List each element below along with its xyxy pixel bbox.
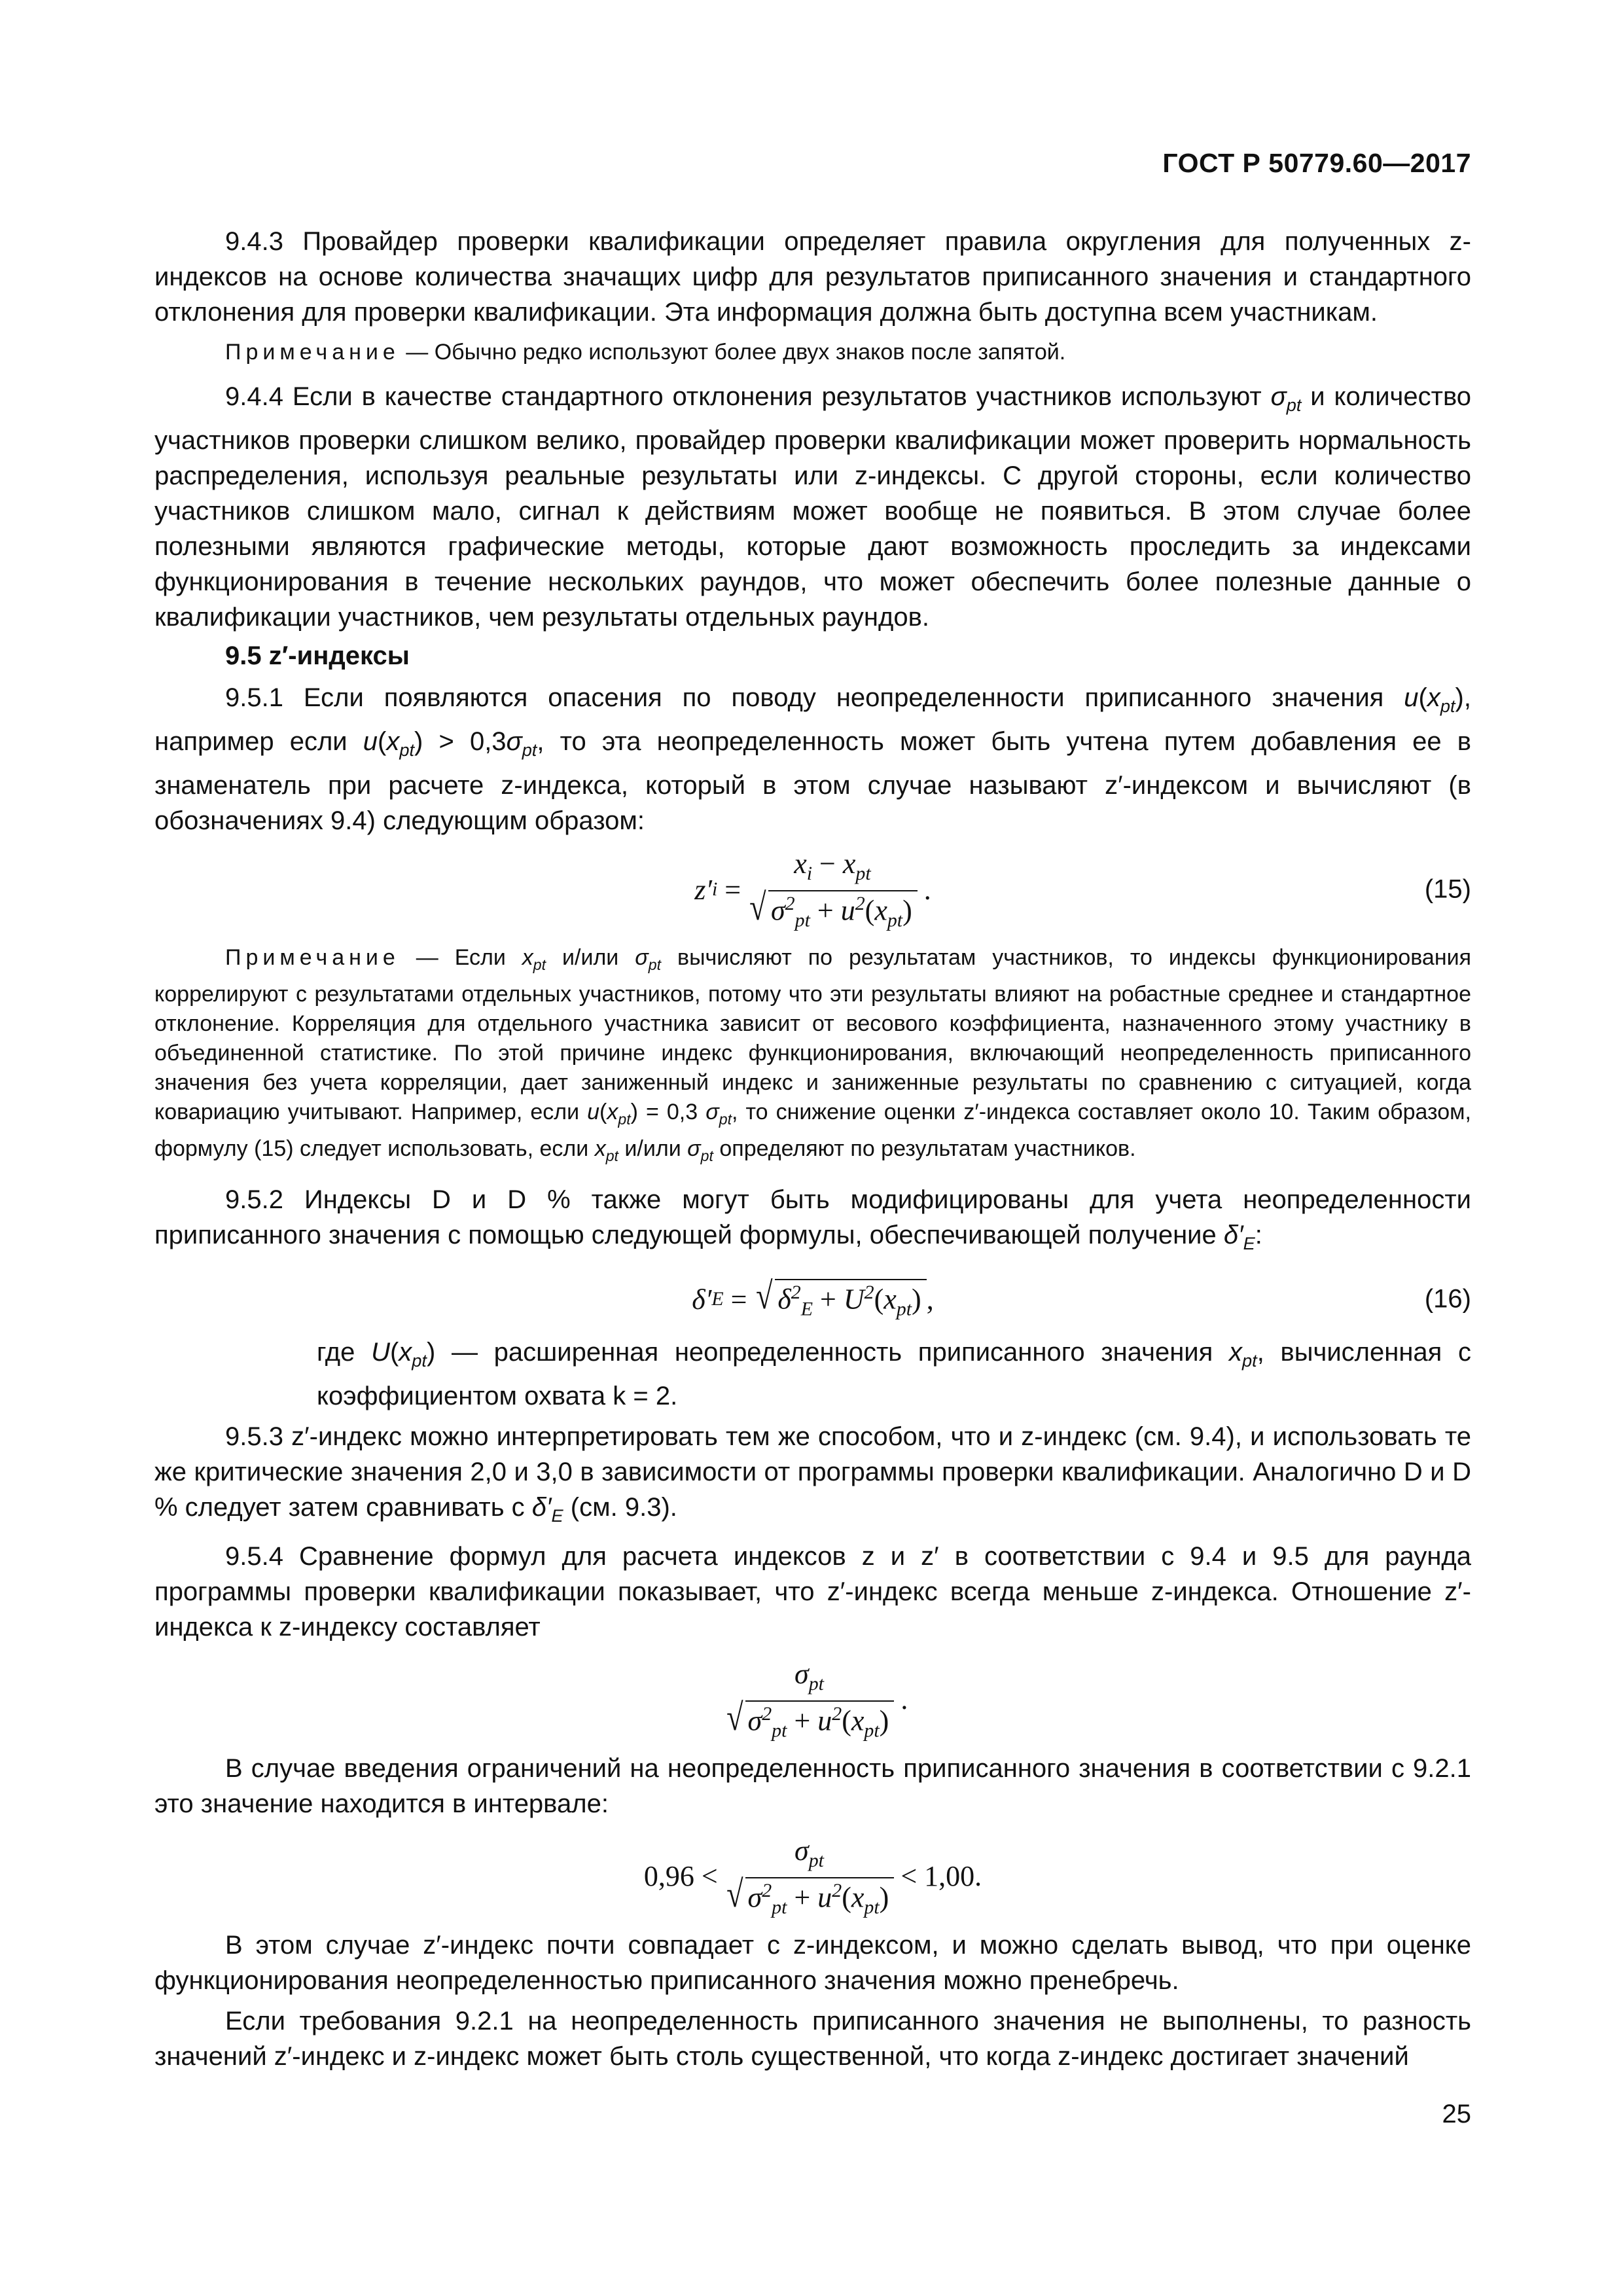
text-run: = 0,3 [637, 1099, 706, 1124]
where-clause: где $U(x_{pt})$ — расширенная неопределенность приписанного значения $x_{pt}$, вычисленная с коэффициентом охвата k = 2. [317, 1338, 1472, 1411]
text-run: > 0,3 [423, 727, 507, 756]
text-run: и количество участников проверки слишком велико, провайдер проверки квалификации может проверить нормальность распределения, используя реальные результаты или z-индексы. С другой стороны, если количество участников слишком мало, сигнал к действиям может вообще не появиться. В этом случае более полезными являются графические методы, которые дают возможность проследить за индексами функционирования в течение нескольких раундов, что может обеспечить более полезные данные о квалификации участников, чем результаты отдельных раундов. [154, 382, 1471, 632]
text-run: 9.5.2 Индексы D и D % также могут быть модифицированы для учета неопределенности приписанного значения с помощью следующей формулы, обеспечивающей получение [154, 1185, 1471, 1250]
interval-lower: 0,96 < [643, 1859, 718, 1892]
formula-interval [154, 1827, 1471, 1925]
text-run: 9.5.3 z′-индекс можно интерпретировать тем же способом, что и z-индекс (см. 9.4), и использовать те же критические значения 2,0 и 3,0 в зависимости от программы проверки квалификации. Аналогично D и D % следует затем сравнивать с [154, 1422, 1471, 1522]
paragraph-9-4-4: 9.4.4 Если в качестве стандартного отклонения результатов участников используют $\sigma_{pt}$ и количество участников проверки слишком велико, провайдер проверки квалификации может проверить нормальность распределения, используя реальные результаты или z-индексы. С другой стороны, если количество участников слишком мало, сигнал к действиям может вообще не появиться. В этом случае более полезными являются графические методы, которые дают возможность проследить за индексами функционирования в течение нескольких раундов, что может обеспечить более полезные данные о квалификации участников, чем результаты отдельных раундов. [154, 382, 1471, 632]
text-run: , то снижение оценки z′-индекса составляет около 10. Таким образом, формулу (15) следует использовать, если [154, 1099, 1471, 1161]
text-run: и/или [618, 1136, 688, 1161]
paragraph-9-5-4: 9.5.4 Сравнение формул для расчета индексов z и z′ в соответствии с 9.4 и 9.5 для раунда программы проверки квалификации показывает, что z′-индекс всегда меньше z-индекса. Отношение z′-индекса к z-индексу составляет [154, 1542, 1471, 1642]
paragraph-9-5-2: 9.5.2 Индексы D и D % также могут быть модифицированы для учета неопределенности приписанного значения с помощью следующей формулы, обеспечивающей получение $\delta'_E$: [154, 1185, 1471, 1254]
page-content [154, 224, 1471, 2079]
text-run: и/или [546, 945, 635, 970]
paragraph-conclusion: В этом случае z′-индекс почти совпадает с z-индексом, и можно сделать вывод, что при оценке функционирования неопределенностью приписанного значения можно пренебречь. [154, 1931, 1471, 1996]
note-correlation: Примечание — Если $x_{pt}$ и/или $\sigma_{pt}$ вычисляют по результатам участников, то индексы функционирования коррелируют с результатами отдельных участников, потому что эти результаты влияют на робастные среднее и стандартное отклонение. Корреляция для отдельного участника зависит от весового коэффициента, назначенного этому участнику в объединенной статистике. По этой причине индекс функционирования, включающий неопределенность приписанного значения без учета корреляции, дает заниженный индекс и заниженные результаты по сравнению с ситуацией, когда ковариацию учитывают. Например, если $u(x_{pt}) = 0,3$ $\sigma_{pt}$, то снижение оценки z′-индекса составляет около 10. Таким образом, формулу (15) следует использовать, если $x_{pt}$ и/или $\sigma_{pt}$ определяют по результатам участников. [154, 945, 1472, 1164]
text-run: — Если [399, 945, 522, 970]
paragraph-interval-intro: В случае введения ограничений на неопределенность приписанного значения в соответствии с 9.2.1 это значение находится в интервале: [154, 1754, 1471, 1819]
note-rounding [154, 338, 1471, 367]
text-run: , то эта неопределенность может быть учтена путем добавления ее в знаменатель при расчете z-индекса, который в этом случае называют z′-индексом и вычисляют (в обозначениях 9.4) следующим образом: [154, 727, 1472, 835]
equation-number: (15) [1424, 874, 1471, 904]
formula-delta-e-prime: δ′ E = √ $\delta^2_E + U^2(x_{pt})$ , [692, 1274, 934, 1320]
note-label: Примечание [225, 945, 400, 970]
text-run: где [317, 1338, 372, 1367]
text-run: , вычисленная с коэффициентом охвата k = 2. [317, 1338, 1472, 1411]
note-label: Примечание [225, 340, 400, 365]
page-number: 25 [1442, 2100, 1471, 2128]
text-run: определяют по результатам участников. [713, 1136, 1136, 1161]
text-run: 9.5.1 Если появляются опасения по поводу неопределенности приписанного значения [225, 683, 1404, 712]
text-run: вычисляют по результатам участников, то индексы функционирования коррелируют с результатами отдельных участников, потому что эти результаты влияют на робастные среднее и стандартное отклонение. Корреляция для отдельного участника зависит от весового коэффициента, назначенного этому участнику в объединенной статистике. По этой причине индекс функционирования, включающий неопределенность приписанного значения без учета корреляции, дает заниженный индекс и заниженные результаты по сравнению с ситуацией, когда ковариацию учитывают. Например, если [154, 945, 1472, 1124]
text-run: , например если [154, 683, 1471, 756]
formula-ratio [154, 1650, 1471, 1748]
note-text: — Обычно редко используют более двух знаков после запятой. [399, 340, 1066, 365]
text-run: — расширенная неопределенность приписанного значения [435, 1338, 1229, 1367]
standard-designation: ГОСТ Р 50779.60—2017 [1162, 148, 1471, 178]
section-heading-9-5: 9.5 z′-индексы [225, 641, 410, 670]
equation-number: (16) [1424, 1284, 1471, 1314]
paragraph-9-5-1: 9.5.1 Если появляются опасения по поводу неопределенности приписанного значения $u(x_{pt})$, например если $u(x_{pt}) > 0,3\sigma_{pt}$, то эта неопределенность может быть учтена путем добавления ее в знаменатель при расчете z-индекса, который в этом случае называют z′-индексом и вычисляют (в обозначениях 9.4) следующим образом: [154, 683, 1472, 835]
text-run: 9.4.4 Если в качестве стандартного отклонения результатов участников используют [225, 382, 1271, 411]
formula-interval-expression: 0,96 < $\sigma_{pt}$ √ $\sigma^2_{pt} + u^2(x_{pt})$ < 1,00. [643, 1834, 982, 1918]
formula-16 [154, 1266, 1471, 1332]
formula-15 [154, 844, 1471, 935]
formula-z-prime: z′ i = $x_i - x_{pt}$ √ $\sigma^2_{pt} + u^2(x_{pt})$ . [694, 848, 931, 931]
interval-upper: < 1,00. [901, 1859, 982, 1892]
paragraph-9-4-3: 9.4.3 Провайдер проверки квалификации определяет правила округления для полученных z-индексов на основе количества значащих цифр для результатов приписанного значения и стандартного отклонения для проверки квалификации. Эта информация должна быть доступна всем участникам. [154, 227, 1471, 327]
formula-ratio-expression: $\sigma_{pt}$ √ $\sigma^2_{pt} + u^2(x_{pt})$ . [726, 1657, 908, 1742]
paragraph-requirements: Если требования 9.2.1 на неопределенность приписанного значения не выполнены, то разность значений z′-индекс и z-индекс может быть столь существенной, что когда z-индекс достигает значений [154, 2007, 1471, 2072]
paragraph-9-5-3: 9.5.3 z′-индекс можно интерпретировать тем же способом, что и z-индекс (см. 9.4), и использовать те же критические значения 2,0 и 3,0 в зависимости от программы проверки квалификации. Аналогично D и D % следует затем сравнивать с $\delta'_E$ (см. 9.3). [154, 1422, 1471, 1526]
text-run: (см. 9.3). [563, 1493, 677, 1522]
text-run: : [1255, 1221, 1262, 1250]
